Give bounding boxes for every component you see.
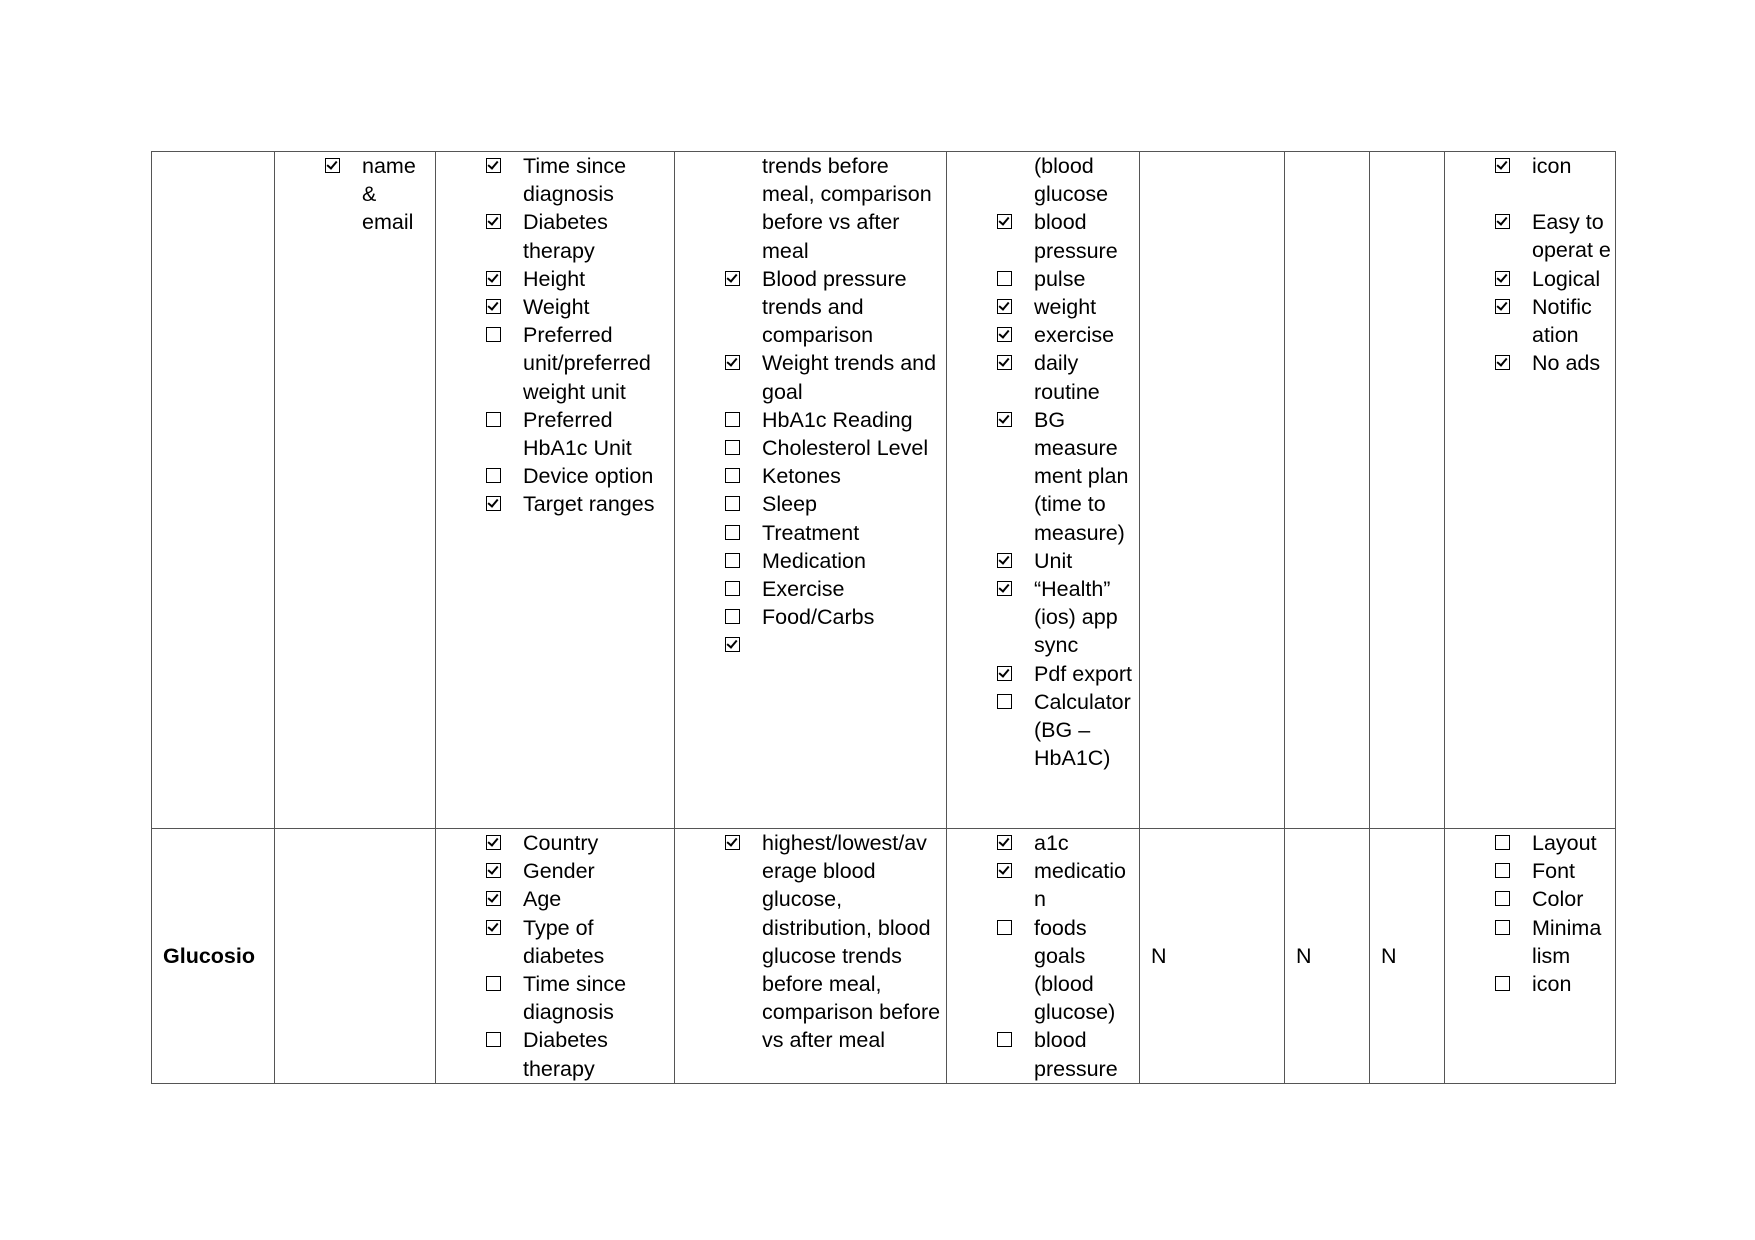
- list-item-text: Layout: [1532, 831, 1597, 855]
- list-item: [1445, 885, 1615, 913]
- list-item: [947, 829, 1139, 857]
- checkbox-checked-icon: [1495, 355, 1510, 370]
- list-item-text: Food/Carbs: [762, 605, 875, 630]
- list-item-text: icon: [1532, 972, 1572, 997]
- checkbox-checked-icon: [997, 299, 1012, 314]
- checkbox-checked-icon: [1495, 299, 1510, 314]
- list-item: [436, 265, 674, 293]
- list-item: [675, 829, 946, 1055]
- list-item: [275, 152, 435, 237]
- list-item-text: Font: [1532, 859, 1576, 884]
- list-item-text: Diabetes therapy: [523, 210, 608, 263]
- checkbox-checked-icon: [725, 355, 740, 370]
- list-item-text: No ads: [1532, 351, 1601, 376]
- checkbox-unchecked-icon: [486, 976, 501, 991]
- list-item-text: Treatment: [762, 520, 860, 545]
- list-item-text: weight: [1034, 295, 1097, 320]
- list-item: [947, 321, 1139, 349]
- list-item-text: Sleep: [762, 492, 817, 517]
- checkbox-checked-icon: [1495, 158, 1510, 173]
- list-item: [675, 575, 946, 603]
- checkbox-unchecked-icon: [725, 581, 740, 596]
- list-item: [675, 603, 946, 631]
- checkbox-checked-icon: [486, 496, 501, 511]
- checkbox-checked-icon: [486, 271, 501, 286]
- list-item: [947, 1026, 1139, 1082]
- list-item: [675, 490, 946, 518]
- list-item-text: Exercise: [762, 577, 845, 602]
- list-item: [436, 970, 674, 1026]
- list-item: [436, 829, 674, 857]
- list-item: [675, 406, 946, 434]
- list-item-text: Diabetes therapy: [523, 1028, 608, 1081]
- list-item: [436, 462, 674, 490]
- list-item-text: blood pressure: [1034, 210, 1118, 263]
- list-item: [947, 914, 1139, 1027]
- list-item-text: Cholesterol Level: [762, 436, 929, 461]
- continued-text: (blood glucose: [1034, 154, 1109, 207]
- list-item: [1445, 829, 1615, 857]
- checkbox-checked-icon: [997, 412, 1012, 427]
- checkbox-checked-icon: [486, 891, 501, 906]
- checkbox-unchecked-icon: [725, 553, 740, 568]
- checkbox-unchecked-icon: [725, 440, 740, 455]
- list-item-text: Color: [1532, 887, 1584, 912]
- rating-cell-a: [1140, 152, 1285, 829]
- list-item-text: Time since diagnosis: [523, 154, 627, 207]
- statistics-cell: [675, 829, 947, 1084]
- checkbox-checked-icon: [486, 835, 501, 850]
- list-item-text: Device option: [523, 464, 654, 489]
- list-item-text: Gender: [523, 859, 595, 884]
- checkbox-unchecked-icon: [1495, 920, 1510, 935]
- list-item: [1445, 857, 1615, 885]
- list-item-text: Easy to operat e: [1532, 210, 1611, 263]
- table-row: [152, 152, 1616, 829]
- list-item: [675, 547, 946, 575]
- list-item-text: medicatio n: [1034, 859, 1127, 912]
- list-item-text: Weight trends and goal: [762, 351, 937, 404]
- profile-settings-cell: [436, 829, 675, 1084]
- list-item: [675, 462, 946, 490]
- checkbox-checked-icon: [725, 835, 740, 850]
- table-row: [152, 829, 1616, 1084]
- list-item: [1445, 970, 1615, 998]
- list-item-text: blood pressure: [1034, 1028, 1118, 1081]
- comparison-table: [151, 151, 1616, 1084]
- rating-cell-b: [1285, 152, 1370, 829]
- list-item-text: Notific ation: [1532, 294, 1592, 348]
- rating-cell-a: N: [1140, 829, 1285, 1084]
- list-item: [436, 914, 674, 970]
- checkbox-unchecked-icon: [1495, 863, 1510, 878]
- list-item: [1445, 914, 1615, 970]
- list-item-text: pulse: [1034, 266, 1086, 291]
- checkbox-unchecked-icon: [725, 468, 740, 483]
- checkbox-unchecked-icon: [725, 609, 740, 624]
- checkbox-unchecked-icon: [997, 271, 1012, 286]
- checkbox-checked-icon: [486, 158, 501, 173]
- list-item-text: BG measure ment plan (time to measure): [1034, 407, 1129, 545]
- checkbox-checked-icon: [486, 920, 501, 935]
- list-item: [436, 208, 674, 264]
- list-item: [675, 265, 946, 350]
- list-item-text: “Health” (ios) app sync: [1034, 577, 1118, 658]
- list-item-text: icon: [1532, 154, 1572, 178]
- rating-cell-c: N: [1370, 829, 1445, 1084]
- list-item-text: foods goals (blood glucose): [1034, 915, 1116, 1025]
- checkbox-checked-icon: [486, 863, 501, 878]
- list-item: [947, 208, 1139, 264]
- list-item-text: Blood pressure trends and comparison: [762, 266, 907, 348]
- list-item-text: daily routine: [1034, 351, 1100, 404]
- list-item-text: Logical: [1532, 266, 1601, 291]
- list-item-text: exercise: [1034, 323, 1115, 348]
- list-item-text: Height: [523, 266, 586, 291]
- checkbox-checked-icon: [725, 271, 740, 286]
- app-name-cell: [152, 152, 275, 829]
- list-item-text: Age: [523, 887, 562, 912]
- list-item-text: Preferred HbA1c Unit: [523, 407, 632, 461]
- checkbox-unchecked-icon: [486, 1032, 501, 1047]
- rating-cell-b: N: [1285, 829, 1370, 1084]
- list-item-text: Minima lism: [1532, 915, 1602, 968]
- checkbox-unchecked-icon: [1495, 891, 1510, 906]
- list-item: [436, 490, 674, 518]
- checkbox-unchecked-icon: [725, 496, 740, 511]
- usability-cell: [1445, 829, 1616, 1084]
- list-item-text: name & email: [362, 154, 416, 235]
- checkbox-unchecked-icon: [997, 1032, 1012, 1047]
- rating-cell-c: [1370, 152, 1445, 829]
- list-item-continued: [675, 152, 946, 265]
- list-item: [436, 406, 674, 462]
- statistics-cell: [675, 152, 947, 829]
- continued-text: trends before meal, comparison before vs after meal: [762, 154, 932, 263]
- list-item: [947, 349, 1139, 405]
- list-item: [675, 349, 946, 405]
- checkbox-unchecked-icon: [725, 412, 740, 427]
- list-item-text: Ketones: [762, 464, 841, 489]
- account-cell: [275, 152, 436, 829]
- checkbox-checked-icon: [997, 666, 1012, 681]
- checkbox-checked-icon: [725, 637, 740, 652]
- list-item-text: HbA1c Reading: [762, 407, 913, 432]
- list-item: [947, 857, 1139, 913]
- list-item: [1445, 293, 1615, 349]
- list-item: [436, 857, 674, 885]
- list-item-text: Weight: [523, 295, 590, 320]
- list-item: [947, 547, 1139, 575]
- features-cell: [947, 152, 1140, 829]
- list-item: [1445, 152, 1615, 180]
- usability-cell: [1445, 152, 1616, 829]
- list-item-text: Preferred unit/preferred weight unit: [523, 323, 651, 404]
- list-item-continued: [947, 152, 1139, 208]
- list-item-text: Time since diagnosis: [523, 972, 627, 1025]
- checkbox-unchecked-icon: [997, 694, 1012, 709]
- list-item: [947, 406, 1139, 547]
- list-item: [947, 688, 1139, 773]
- list-item: [947, 293, 1139, 321]
- list-item-text: Pdf export: [1034, 661, 1132, 686]
- account-cell: [275, 829, 436, 1084]
- list-item-text: Calculator (BG – HbA1C): [1034, 689, 1131, 771]
- checkbox-checked-icon: [997, 863, 1012, 878]
- list-item: [436, 293, 674, 321]
- checkbox-unchecked-icon: [486, 412, 501, 427]
- list-item: [1445, 265, 1615, 293]
- list-item: [436, 321, 674, 406]
- list-item-text: Target ranges: [523, 492, 655, 517]
- list-item: [947, 265, 1139, 293]
- checkbox-unchecked-icon: [1495, 835, 1510, 850]
- checkbox-checked-icon: [486, 214, 501, 229]
- list-item: [675, 519, 946, 547]
- checkbox-checked-icon: [997, 835, 1012, 850]
- checkbox-checked-icon: [997, 355, 1012, 370]
- checkbox-checked-icon: [325, 158, 340, 173]
- list-item: [1445, 208, 1615, 264]
- list-item: [436, 152, 674, 208]
- checkbox-checked-icon: [486, 299, 501, 314]
- list-item: [436, 885, 674, 913]
- list-item: [436, 1026, 674, 1082]
- checkbox-unchecked-icon: [997, 920, 1012, 935]
- list-item: [1445, 349, 1615, 377]
- list-item-text: Unit: [1034, 548, 1073, 573]
- list-item-text: a1c: [1034, 831, 1069, 855]
- list-item-text: Medication: [762, 548, 866, 573]
- checkbox-checked-icon: [997, 553, 1012, 568]
- list-item-text: highest/lowest/av erage blood glucose, distribution, blood glucose trends before meal, comparison before vs after meal: [762, 831, 941, 1053]
- checkbox-unchecked-icon: [486, 468, 501, 483]
- list-item: [675, 631, 946, 659]
- list-item: [675, 434, 946, 462]
- checkbox-checked-icon: [1495, 214, 1510, 229]
- checkbox-checked-icon: [997, 581, 1012, 596]
- checkbox-checked-icon: [1495, 271, 1510, 286]
- checkbox-unchecked-icon: [1495, 976, 1510, 991]
- spacer: [1445, 180, 1615, 208]
- profile-settings-cell: [436, 152, 675, 829]
- list-item-text: Country: [523, 831, 599, 855]
- list-item: [947, 575, 1139, 660]
- checkbox-unchecked-icon: [486, 327, 501, 342]
- checkbox-unchecked-icon: [725, 525, 740, 540]
- list-item-text: Type of diabetes: [523, 915, 605, 968]
- checkbox-checked-icon: [997, 214, 1012, 229]
- checkbox-checked-icon: [997, 327, 1012, 342]
- app-name-cell: Glucosio: [152, 829, 275, 1084]
- features-cell: [947, 829, 1140, 1084]
- list-item: [947, 660, 1139, 688]
